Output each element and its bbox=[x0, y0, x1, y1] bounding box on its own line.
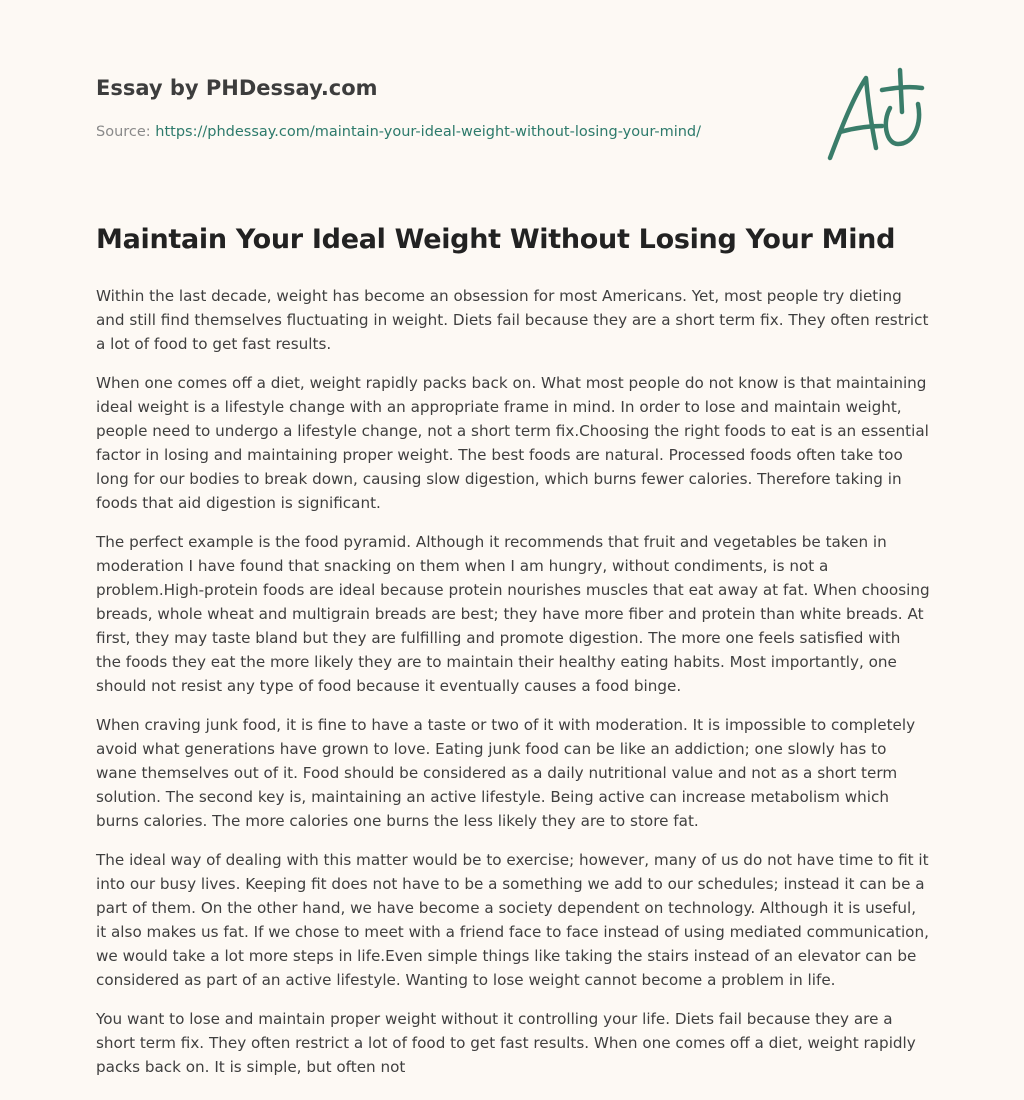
essay-paragraph: Within the last decade, weight has become an obsession for most Americans. Yet, most people try dieting and still find themselves fluctuating in weight. Diets fail because they are a short term fix. They often restrict a lot of food to get fast results. bbox=[96, 287, 929, 353]
source-line bbox=[96, 124, 701, 140]
essay-body bbox=[96, 284, 930, 1094]
essay-title: Maintain Your Ideal Weight Without Losing Your Mind bbox=[96, 224, 896, 255]
source-link[interactable]: https://phdessay.com/maintain-your-ideal-weight-without-losing-your-mind/ bbox=[155, 124, 702, 140]
a-plus-grade-icon bbox=[820, 66, 930, 166]
essay-paragraph: When craving junk food, it is fine to have a taste or two of it with moderation. It is impossible to completely avoid what generations have grown to love. Eating junk food can be like an addiction; one slowly has to wane themselves out of it. Food should be considered as a daily nutritional value and not as a short term solution. The second key is, maintaining an active lifestyle. Being active can increase metabolism which burns calories. The more calories one burns the less likely they are to store fat. bbox=[96, 716, 916, 830]
essay-paragraph: The ideal way of dealing with this matter would be to exercise; however, many of us do not have time to fit it into our busy lives. Keeping fit does not have to be a something we add to our schedules; instead it can be a part of them. On the other hand, we have become a society dependent on technology. Although it is useful, it also makes us fat. If we chose to meet with a friend face to face instead of using mediated communication, we would take a lot more steps in life.Even simple things like taking the stairs instead of an elevator can be considered as part of an active lifestyle. Wanting to lose weight cannot become a problem in life. bbox=[96, 851, 929, 989]
site-title: Essay by PHDessay.com bbox=[96, 76, 378, 100]
essay-paragraph: The perfect example is the food pyramid. Although it recommends that fruit and vegetables be taken in moderation I have found that snacking on them when I am hungry, without condiments, is not a problem.High-protein foods are ideal because protein nourishes muscles that eat away at fat. When choosing breads, whole wheat and multigrain breads are best; they have more fiber and protein than white breads. At first, they may taste bland but they are fulfilling and promote digestion. The more one feels satisfied with the foods they eat the more likely they are to maintain their healthy eating habits. Most importantly, one should not resist any type of food because it eventually causes a food binge. bbox=[96, 533, 930, 695]
source-label: Source: bbox=[96, 124, 151, 140]
essay-paragraph: You want to lose and maintain proper weight without it controlling your life. Diets fail because they are a short term fix. They often restrict a lot of food to get fast results. When one comes off a diet, weight rapidly packs back on. It is simple, but often not bbox=[96, 1010, 916, 1076]
essay-paragraph: When one comes off a diet, weight rapidly packs back on. What most people do not know is that maintaining ideal weight is a lifestyle change with an appropriate frame in mind. In order to lose and maintain weight, people need to undergo a lifestyle change, not a short term fix.Choosing the right foods to eat is an essential factor in losing and maintaining proper weight. The best foods are natural. Processed foods often take too long for our bodies to break down, causing slow digestion, which burns fewer calories. Therefore taking in foods that aid digestion is significant. bbox=[96, 374, 929, 512]
